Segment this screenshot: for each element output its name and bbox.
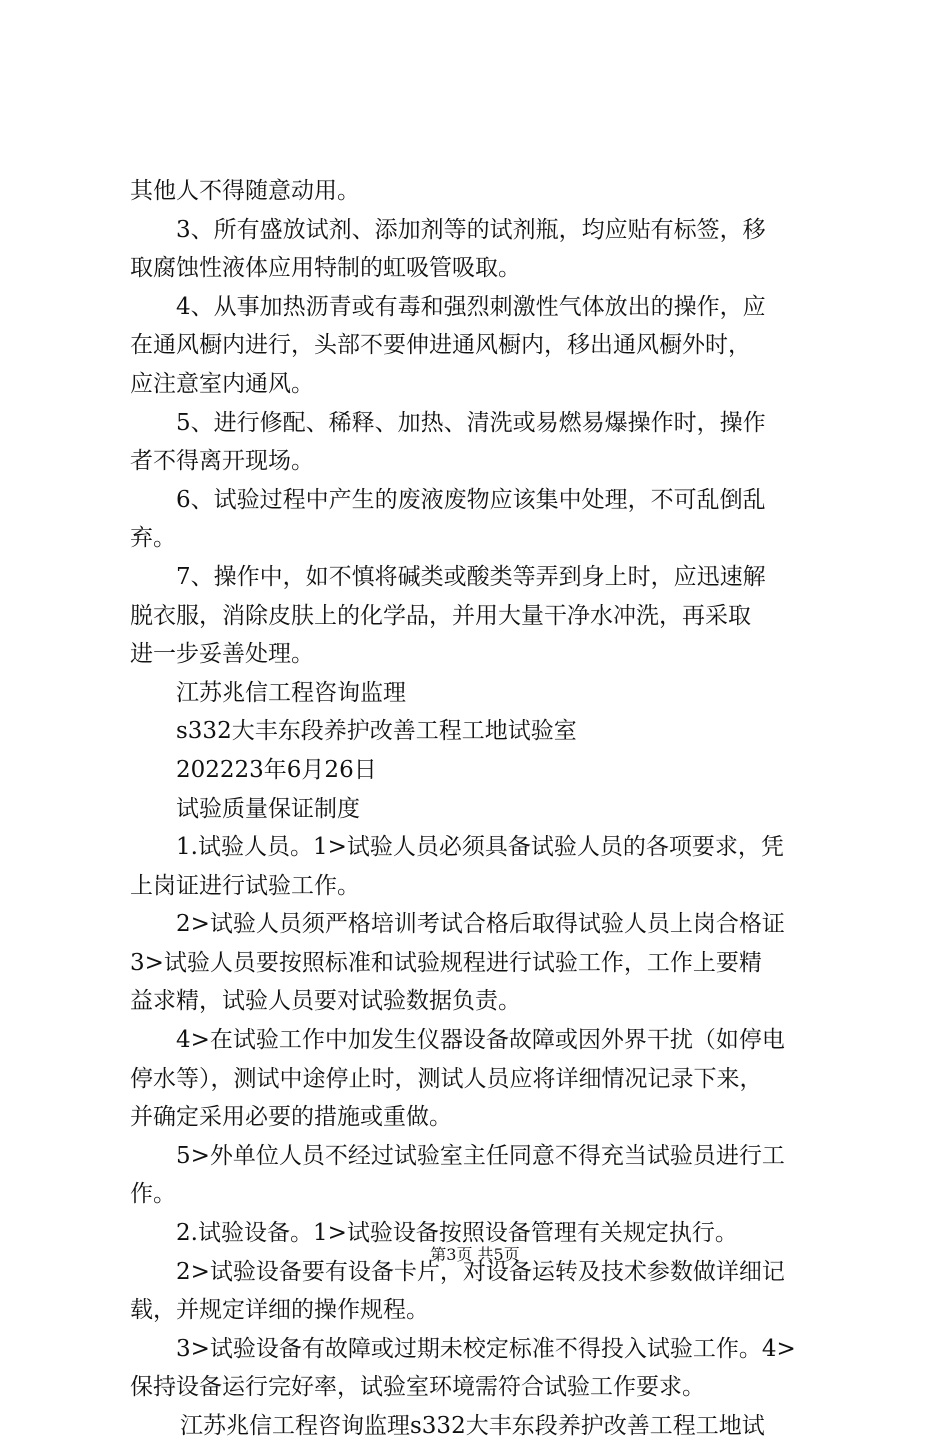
text-line: 作。	[130, 1181, 176, 1208]
text-line: 保持设备运行完好率，试验室环境需符合试验工作要求。	[130, 1374, 705, 1401]
text-line: 在通风橱内进行，头部不要伸进通风橱内，移出通风橱外时，	[130, 332, 751, 359]
page-footer	[0, 1244, 950, 1266]
text-line: 1.试验人员。1>试验人员必须具备试验人员的各项要求，凭	[176, 834, 784, 861]
text-line: 者不得离开现场。	[130, 448, 314, 475]
text-line: 7、操作中，如不慎将碱类或酸类等弄到身上时，应迅速解	[176, 563, 766, 590]
text-line: 上岗证进行试验工作。	[130, 872, 360, 899]
text-line: 6、试验过程中产生的废液废物应该集中处理，不可乱倒乱	[176, 486, 766, 513]
text-line: 5、进行修配、稀释、加热、清洗或易燃易爆操作时，操作	[176, 409, 766, 436]
text-line: 取腐蚀性液体应用特制的虹吸管吸取。	[130, 255, 521, 282]
text-line: 其他人不得随意动用。	[130, 178, 360, 204]
text-line: 2>试验人员须严格培训考试合格后取得试验人员上岗合格证	[176, 911, 785, 938]
text-line: 5>外单位人员不经过试验室主任同意不得充当试验员进行工	[176, 1142, 785, 1169]
text-line: 弃。	[130, 525, 176, 552]
text-line: 3>试验设备有故障或过期未校定标准不得投入试验工作。4>	[176, 1335, 796, 1362]
section-title: 试验质量保证制度	[176, 795, 360, 822]
signature-lab: s332大丰东段养护改善工程工地试验室	[176, 718, 577, 745]
text-line: 4>在试验工作中加发生仪器设备故障或因外界干扰（如停电	[176, 1027, 785, 1054]
text-line: 停水等），测试中途停止时，测试人员应将详细情况记录下来，	[130, 1065, 763, 1092]
text-line: 益求精，试验人员要对试验数据负责。	[130, 988, 521, 1015]
signature-company: 江苏兆信工程咨询监理	[176, 679, 406, 706]
text-line: 4、从事加热沥青或有毒和强烈刺激性气体放出的操作，应	[176, 293, 766, 320]
text-line: 并确定采用必要的措施或重做。	[130, 1104, 452, 1131]
text-line: 3、所有盛放试剂、添加剂等的试剂瓶，均应贴有标签，移	[176, 216, 766, 243]
page-number: 第3页 共5页	[430, 1245, 520, 1264]
text-line: 2.试验设备。1>试验设备按照设备管理有关规定执行。	[176, 1220, 738, 1247]
text-line: 应注意室内通风。	[130, 370, 314, 397]
text-line: 3>试验人员要按照标准和试验规程进行试验工作，工作上要精	[130, 949, 762, 976]
text-line: 2>试验设备要有设备卡片，对设备运转及技术参数做详细记	[176, 1258, 785, 1285]
text-line: 进一步妥善处理。	[130, 641, 314, 668]
signature-date: 202223年6月26日	[176, 756, 377, 783]
text-line: 江苏兆信工程咨询监理s332大丰东段养护改善工程工地试	[180, 1413, 765, 1439]
text-line: 载，并规定详细的操作规程。	[130, 1297, 429, 1324]
text-line: 脱衣服，消除皮肤上的化学品，并用大量干净水冲洗，再采取	[130, 602, 751, 629]
